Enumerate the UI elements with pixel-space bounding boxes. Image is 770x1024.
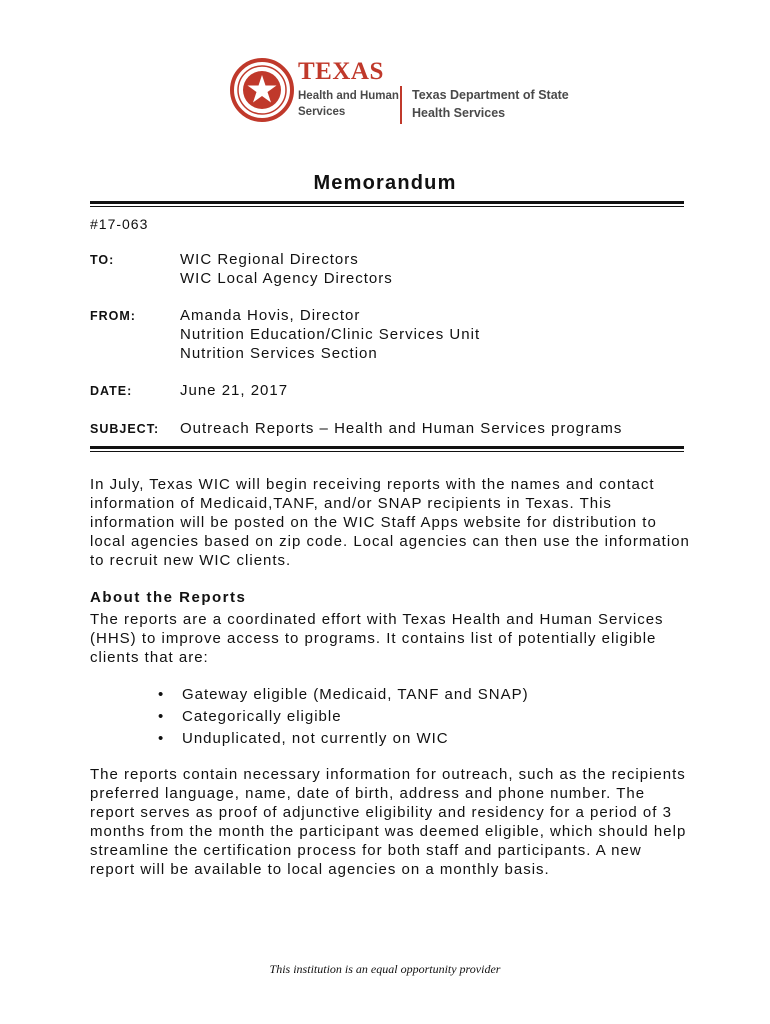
- list-item: [158, 684, 529, 706]
- from-line: Amanda Hovis, Director: [180, 307, 361, 324]
- subject-value: Outreach Reports – Health and Human Services programs: [180, 420, 623, 437]
- logo-hhs-line1: Health and Human: [298, 90, 399, 102]
- list-item-text: Unduplicated, not currently on WIC: [182, 730, 449, 747]
- date-label: DATE:: [90, 384, 133, 398]
- logo-texas-word: TEXAS: [298, 58, 384, 85]
- from-value: [180, 306, 480, 363]
- from-line: Nutrition Education/Clinic Services Unit: [180, 326, 481, 343]
- logo-dshs-line1: Texas Department of State: [412, 88, 569, 102]
- date-value: June 21, 2017: [180, 382, 289, 399]
- list-item: [158, 728, 529, 750]
- subject-label: SUBJECT:: [90, 422, 160, 436]
- to-value: [180, 250, 393, 288]
- from-line: Nutrition Services Section: [180, 345, 378, 362]
- header-rule: [90, 446, 684, 452]
- bullet-icon: •: [158, 730, 165, 747]
- to-line: WIC Local Agency Directors: [180, 270, 393, 287]
- to-label: TO:: [90, 253, 115, 267]
- texas-star-seal-icon: [230, 58, 294, 122]
- logo-dshs-line2: Health Services: [412, 106, 506, 120]
- logo-divider: [400, 86, 402, 124]
- section-heading: About the Reports: [90, 589, 247, 606]
- intro-paragraph: In July, Texas WIC will begin receiving reports with the names and contact information of Medicaid,TANF, and/or SNAP recipients in Texas. This information will be posted on the WIC Staff Apps website for distribution to local agencies based on zip code. Local agencies can then use the information to recruit new WIC clients.: [90, 476, 690, 569]
- title-rule: [90, 201, 684, 207]
- footer-note: This institution is an equal opportunity provider: [269, 962, 501, 976]
- list-item-text: Categorically eligible: [182, 708, 342, 725]
- bullet-icon: •: [158, 686, 165, 703]
- list-item-text: Gateway eligible (Medicaid, TANF and SNAP): [182, 686, 529, 703]
- memo-title: Memorandum: [313, 172, 457, 194]
- memo-number: #17-063: [90, 216, 149, 232]
- from-label: FROM:: [90, 309, 136, 323]
- agency-logo: [230, 58, 570, 130]
- eligibility-list: [158, 684, 529, 750]
- section-paragraph: The reports are a coordinated effort with Texas Health and Human Services (HHS) to improve access to programs. It contains list of potentially eligible clients that are:: [90, 611, 664, 666]
- to-line: WIC Regional Directors: [180, 251, 359, 268]
- logo-hhs-line2: Services: [298, 106, 346, 118]
- bullet-icon: •: [158, 708, 165, 725]
- list-item: [158, 706, 529, 728]
- closing-paragraph: The reports contain necessary information for outreach, such as the recipients preferred language, name, date of birth, address and phone number. The report serves as proof of adjunctive eligibility and residency for a period of 3 months from the month the participant was deemed eligible, which should help streamline the certification process for both staff and participants. A new report will be available to local agencies on a monthly basis.: [90, 766, 687, 878]
